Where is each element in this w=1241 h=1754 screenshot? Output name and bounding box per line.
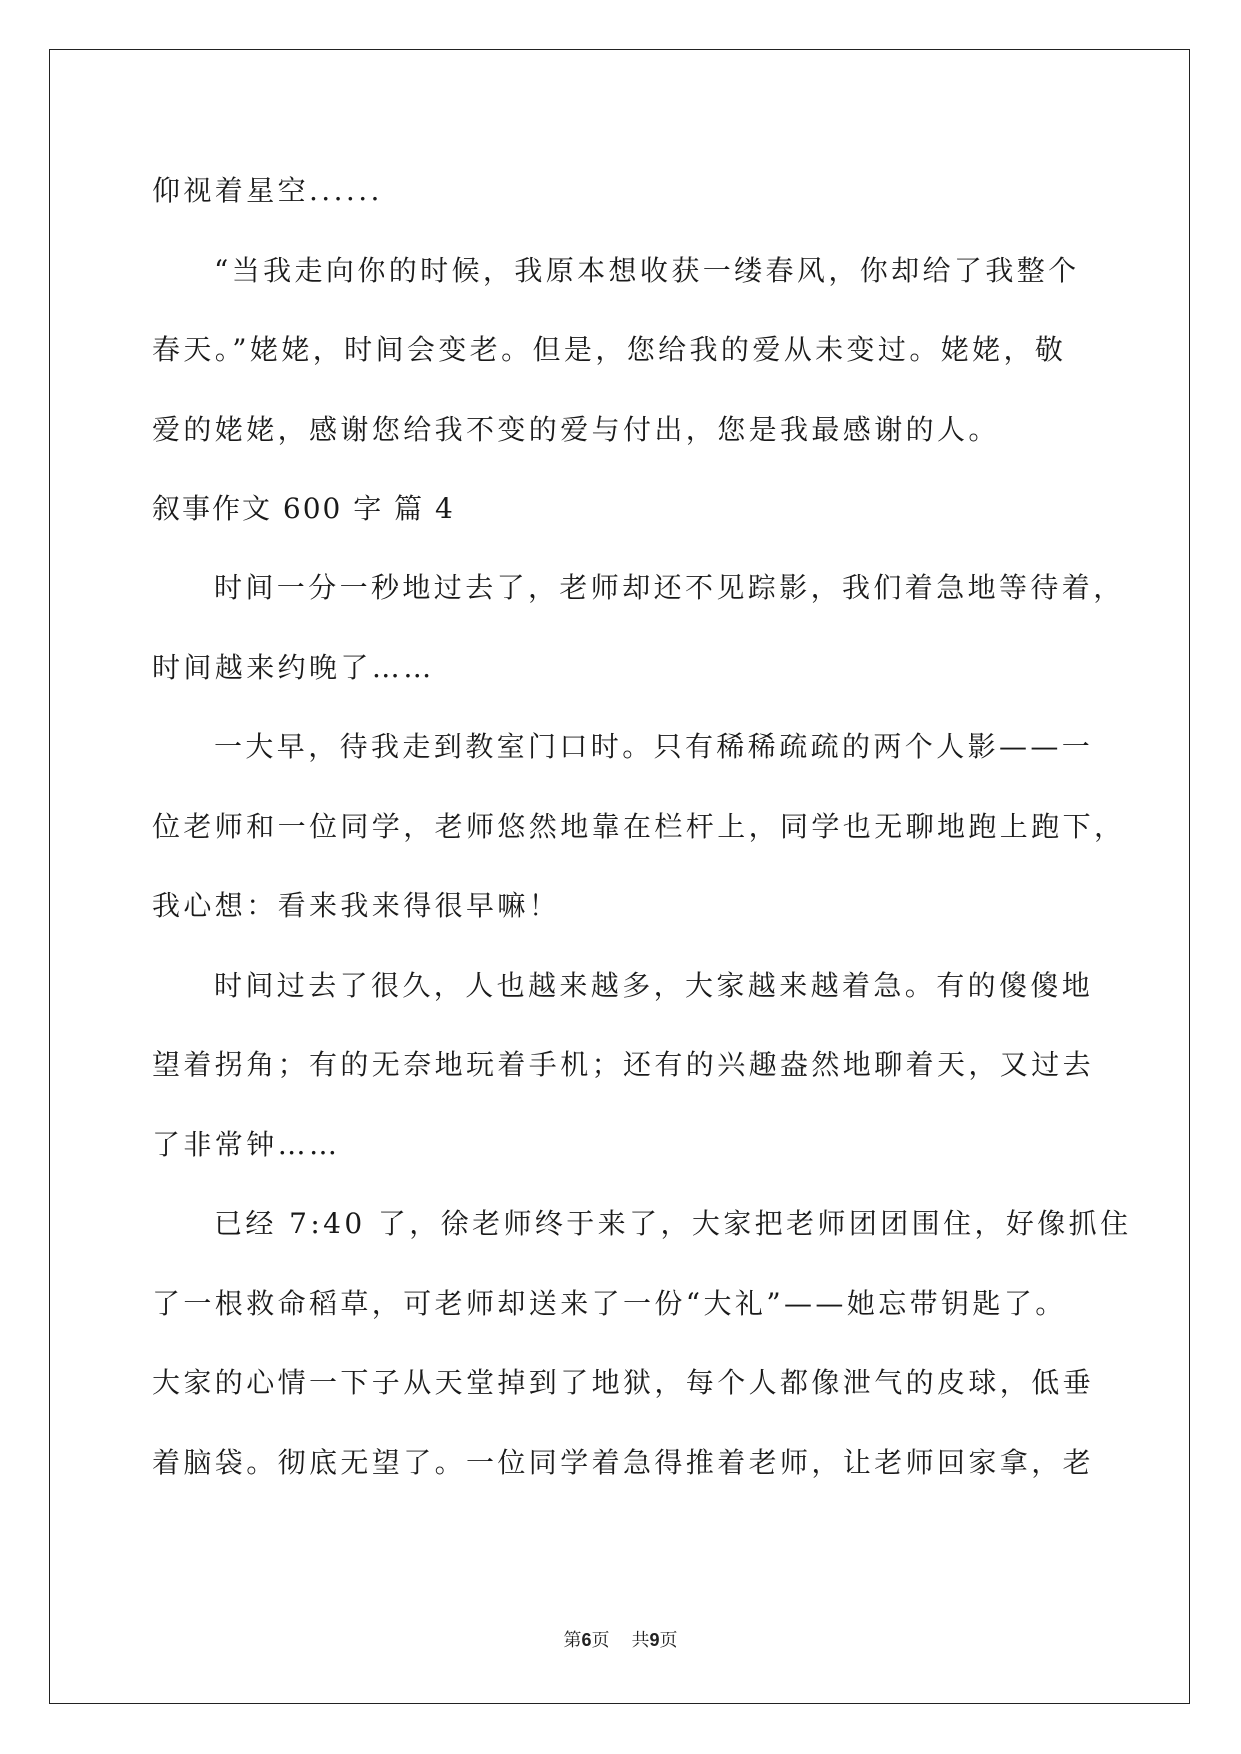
paragraph-start-line: 已经 7:40 了，徐老师终于来了，大家把老师团团围住，好像抓住 bbox=[214, 1207, 1132, 1240]
page-footer bbox=[0, 1628, 1241, 1653]
text-line: 大家的心情一下子从天堂掉到了地狱，每个人都像泄气的皮球，低垂 bbox=[152, 1366, 1095, 1399]
paragraph-start-line: “当我走向你的时候，我原本想收获一缕春风，你却给了我整个 bbox=[214, 254, 1080, 287]
text-line: 着脑袋。彻底无望了。一位同学着急得推着老师，让老师回家拿，老 bbox=[152, 1446, 1095, 1479]
paragraph-start-line: 时间一分一秒地过去了，老师却还不见踪影，我们着急地等待着， bbox=[214, 571, 1125, 604]
text-line: 望着拐角；有的无奈地玩着手机；还有的兴趣盎然地聊着天，又过去 bbox=[152, 1048, 1095, 1081]
text-line: 了一根救命稻草，可老师却送来了一份“大礼”——她忘带钥匙了。 bbox=[152, 1287, 1067, 1320]
page-unit: 页 bbox=[591, 1630, 610, 1651]
text-line: 了非常钟…… bbox=[152, 1128, 341, 1161]
paragraph-start-line: 一大早，待我走到教室门口时。只有稀稀疏疏的两个人影——一 bbox=[214, 730, 1094, 763]
section-heading: 叙事作文 600 字 篇 4 bbox=[152, 492, 455, 525]
text-line: 爱的姥姥，感谢您给我不变的爱与付出，您是我最感谢的人。 bbox=[152, 413, 1000, 446]
text-line: 位老师和一位同学，老师悠然地靠在栏杆上，同学也无聊地跑上跑下， bbox=[152, 810, 1126, 843]
text-line: 春天。”姥姥，时间会变老。但是，您给我的爱从未变过。姥姥，敬 bbox=[152, 333, 1067, 366]
page-prefix: 第 bbox=[563, 1630, 582, 1651]
text-line: 时间越来约晚了…… bbox=[152, 651, 435, 684]
total-prefix: 共 bbox=[631, 1630, 650, 1651]
current-page-number: 6 bbox=[581, 1630, 592, 1650]
text-line: 我心想：看来我来得很早嘛！ bbox=[152, 889, 561, 922]
total-unit: 页 bbox=[659, 1630, 678, 1651]
paragraph-start-line: 时间过去了很久，人也越来越多，大家越来越着急。有的傻傻地 bbox=[214, 969, 1094, 1002]
text-line: 仰视着星空...... bbox=[152, 174, 383, 207]
total-page-number: 9 bbox=[649, 1630, 660, 1650]
